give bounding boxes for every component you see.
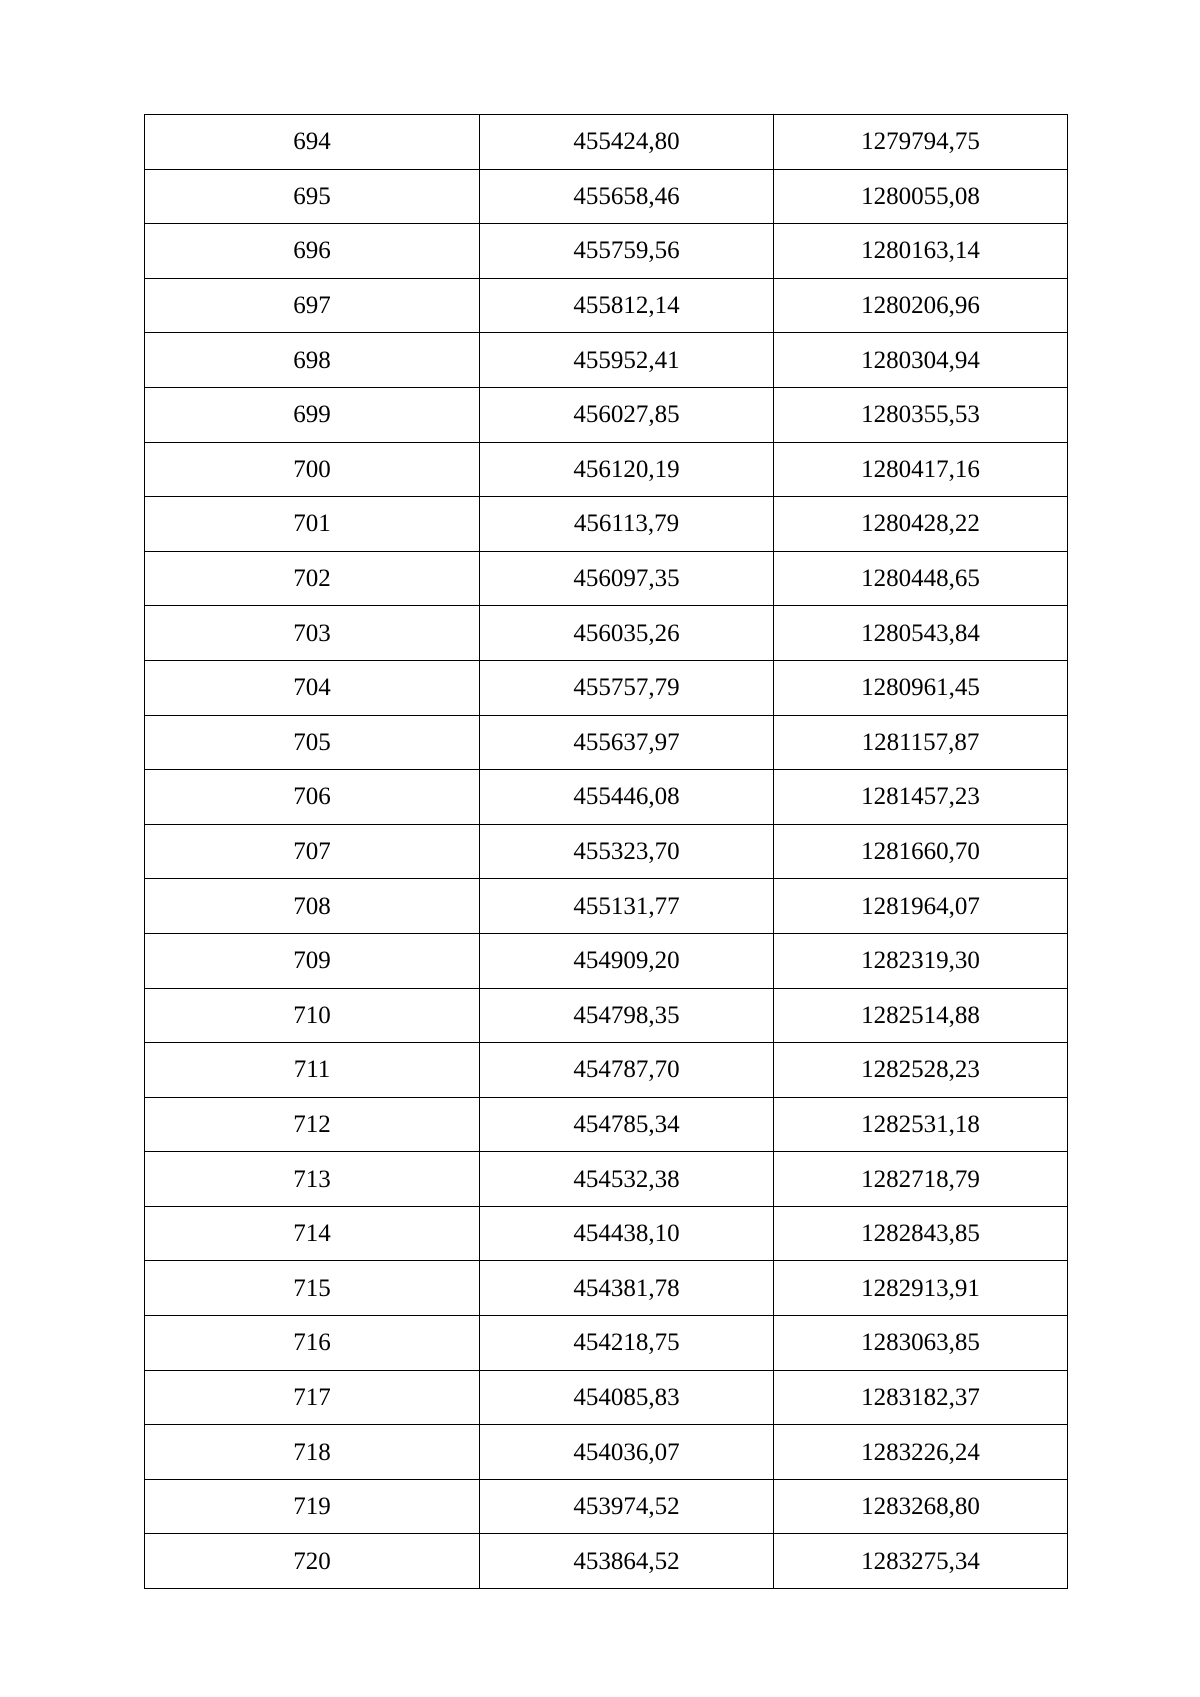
x-coordinate-cell: 454798,35 bbox=[480, 988, 774, 1043]
x-coordinate-cell: 454036,07 bbox=[480, 1425, 774, 1480]
y-coordinate-cell: 1282718,79 bbox=[774, 1152, 1068, 1207]
x-coordinate-cell: 455424,80 bbox=[480, 115, 774, 170]
coordinates-table bbox=[144, 114, 1068, 1589]
table-row bbox=[145, 224, 1068, 279]
table-row bbox=[145, 1043, 1068, 1098]
x-coordinate-cell: 455131,77 bbox=[480, 879, 774, 934]
table-row bbox=[145, 660, 1068, 715]
x-coordinate-cell: 456097,35 bbox=[480, 551, 774, 606]
point-number-cell: 717 bbox=[145, 1370, 480, 1425]
table-row bbox=[145, 1261, 1068, 1316]
x-coordinate-cell: 455952,41 bbox=[480, 333, 774, 388]
point-number-cell: 719 bbox=[145, 1479, 480, 1534]
point-number-cell: 694 bbox=[145, 115, 480, 170]
point-number-cell: 697 bbox=[145, 278, 480, 333]
point-number-cell: 696 bbox=[145, 224, 480, 279]
table-row bbox=[145, 1097, 1068, 1152]
y-coordinate-cell: 1280417,16 bbox=[774, 442, 1068, 497]
table-row bbox=[145, 278, 1068, 333]
x-coordinate-cell: 455757,79 bbox=[480, 660, 774, 715]
x-coordinate-cell: 454085,83 bbox=[480, 1370, 774, 1425]
y-coordinate-cell: 1280543,84 bbox=[774, 606, 1068, 661]
table-row bbox=[145, 169, 1068, 224]
table-row bbox=[145, 879, 1068, 934]
y-coordinate-cell: 1283226,24 bbox=[774, 1425, 1068, 1480]
x-coordinate-cell: 455323,70 bbox=[480, 824, 774, 879]
point-number-cell: 720 bbox=[145, 1534, 480, 1589]
point-number-cell: 711 bbox=[145, 1043, 480, 1098]
y-coordinate-cell: 1281660,70 bbox=[774, 824, 1068, 879]
y-coordinate-cell: 1280055,08 bbox=[774, 169, 1068, 224]
y-coordinate-cell: 1282319,30 bbox=[774, 933, 1068, 988]
table-row bbox=[145, 115, 1068, 170]
point-number-cell: 698 bbox=[145, 333, 480, 388]
y-coordinate-cell: 1280961,45 bbox=[774, 660, 1068, 715]
x-coordinate-cell: 454438,10 bbox=[480, 1206, 774, 1261]
y-coordinate-cell: 1281457,23 bbox=[774, 770, 1068, 825]
point-number-cell: 701 bbox=[145, 497, 480, 552]
y-coordinate-cell: 1283275,34 bbox=[774, 1534, 1068, 1589]
point-number-cell: 714 bbox=[145, 1206, 480, 1261]
point-number-cell: 715 bbox=[145, 1261, 480, 1316]
x-coordinate-cell: 455759,56 bbox=[480, 224, 774, 279]
y-coordinate-cell: 1280304,94 bbox=[774, 333, 1068, 388]
x-coordinate-cell: 455637,97 bbox=[480, 715, 774, 770]
y-coordinate-cell: 1282913,91 bbox=[774, 1261, 1068, 1316]
y-coordinate-cell: 1282528,23 bbox=[774, 1043, 1068, 1098]
y-coordinate-cell: 1283268,80 bbox=[774, 1479, 1068, 1534]
table-row bbox=[145, 497, 1068, 552]
point-number-cell: 700 bbox=[145, 442, 480, 497]
point-number-cell: 712 bbox=[145, 1097, 480, 1152]
point-number-cell: 702 bbox=[145, 551, 480, 606]
point-number-cell: 703 bbox=[145, 606, 480, 661]
x-coordinate-cell: 453864,52 bbox=[480, 1534, 774, 1589]
table-row bbox=[145, 1316, 1068, 1371]
y-coordinate-cell: 1280428,22 bbox=[774, 497, 1068, 552]
x-coordinate-cell: 455658,46 bbox=[480, 169, 774, 224]
table-row bbox=[145, 770, 1068, 825]
point-number-cell: 699 bbox=[145, 387, 480, 442]
y-coordinate-cell: 1280448,65 bbox=[774, 551, 1068, 606]
y-coordinate-cell: 1280206,96 bbox=[774, 278, 1068, 333]
x-coordinate-cell: 454381,78 bbox=[480, 1261, 774, 1316]
table-row bbox=[145, 551, 1068, 606]
coordinates-table-body bbox=[145, 115, 1068, 1589]
table-row bbox=[145, 1370, 1068, 1425]
table-row bbox=[145, 387, 1068, 442]
point-number-cell: 713 bbox=[145, 1152, 480, 1207]
y-coordinate-cell: 1283063,85 bbox=[774, 1316, 1068, 1371]
table-row bbox=[145, 933, 1068, 988]
y-coordinate-cell: 1282843,85 bbox=[774, 1206, 1068, 1261]
y-coordinate-cell: 1283182,37 bbox=[774, 1370, 1068, 1425]
point-number-cell: 709 bbox=[145, 933, 480, 988]
x-coordinate-cell: 455446,08 bbox=[480, 770, 774, 825]
x-coordinate-cell: 456113,79 bbox=[480, 497, 774, 552]
table-row bbox=[145, 1152, 1068, 1207]
x-coordinate-cell: 454218,75 bbox=[480, 1316, 774, 1371]
y-coordinate-cell: 1280163,14 bbox=[774, 224, 1068, 279]
x-coordinate-cell: 456120,19 bbox=[480, 442, 774, 497]
x-coordinate-cell: 454532,38 bbox=[480, 1152, 774, 1207]
x-coordinate-cell: 453974,52 bbox=[480, 1479, 774, 1534]
point-number-cell: 704 bbox=[145, 660, 480, 715]
table-row bbox=[145, 1479, 1068, 1534]
y-coordinate-cell: 1279794,75 bbox=[774, 115, 1068, 170]
x-coordinate-cell: 454785,34 bbox=[480, 1097, 774, 1152]
x-coordinate-cell: 456027,85 bbox=[480, 387, 774, 442]
table-row bbox=[145, 442, 1068, 497]
table-row bbox=[145, 715, 1068, 770]
y-coordinate-cell: 1280355,53 bbox=[774, 387, 1068, 442]
point-number-cell: 707 bbox=[145, 824, 480, 879]
point-number-cell: 716 bbox=[145, 1316, 480, 1371]
x-coordinate-cell: 455812,14 bbox=[480, 278, 774, 333]
table-row bbox=[145, 1425, 1068, 1480]
y-coordinate-cell: 1281964,07 bbox=[774, 879, 1068, 934]
table-row bbox=[145, 1534, 1068, 1589]
table-row bbox=[145, 824, 1068, 879]
table-row bbox=[145, 333, 1068, 388]
point-number-cell: 695 bbox=[145, 169, 480, 224]
y-coordinate-cell: 1282514,88 bbox=[774, 988, 1068, 1043]
point-number-cell: 718 bbox=[145, 1425, 480, 1480]
table-row bbox=[145, 606, 1068, 661]
x-coordinate-cell: 456035,26 bbox=[480, 606, 774, 661]
point-number-cell: 710 bbox=[145, 988, 480, 1043]
table-row bbox=[145, 1206, 1068, 1261]
point-number-cell: 706 bbox=[145, 770, 480, 825]
x-coordinate-cell: 454909,20 bbox=[480, 933, 774, 988]
x-coordinate-cell: 454787,70 bbox=[480, 1043, 774, 1098]
point-number-cell: 708 bbox=[145, 879, 480, 934]
table-row bbox=[145, 988, 1068, 1043]
point-number-cell: 705 bbox=[145, 715, 480, 770]
y-coordinate-cell: 1281157,87 bbox=[774, 715, 1068, 770]
y-coordinate-cell: 1282531,18 bbox=[774, 1097, 1068, 1152]
